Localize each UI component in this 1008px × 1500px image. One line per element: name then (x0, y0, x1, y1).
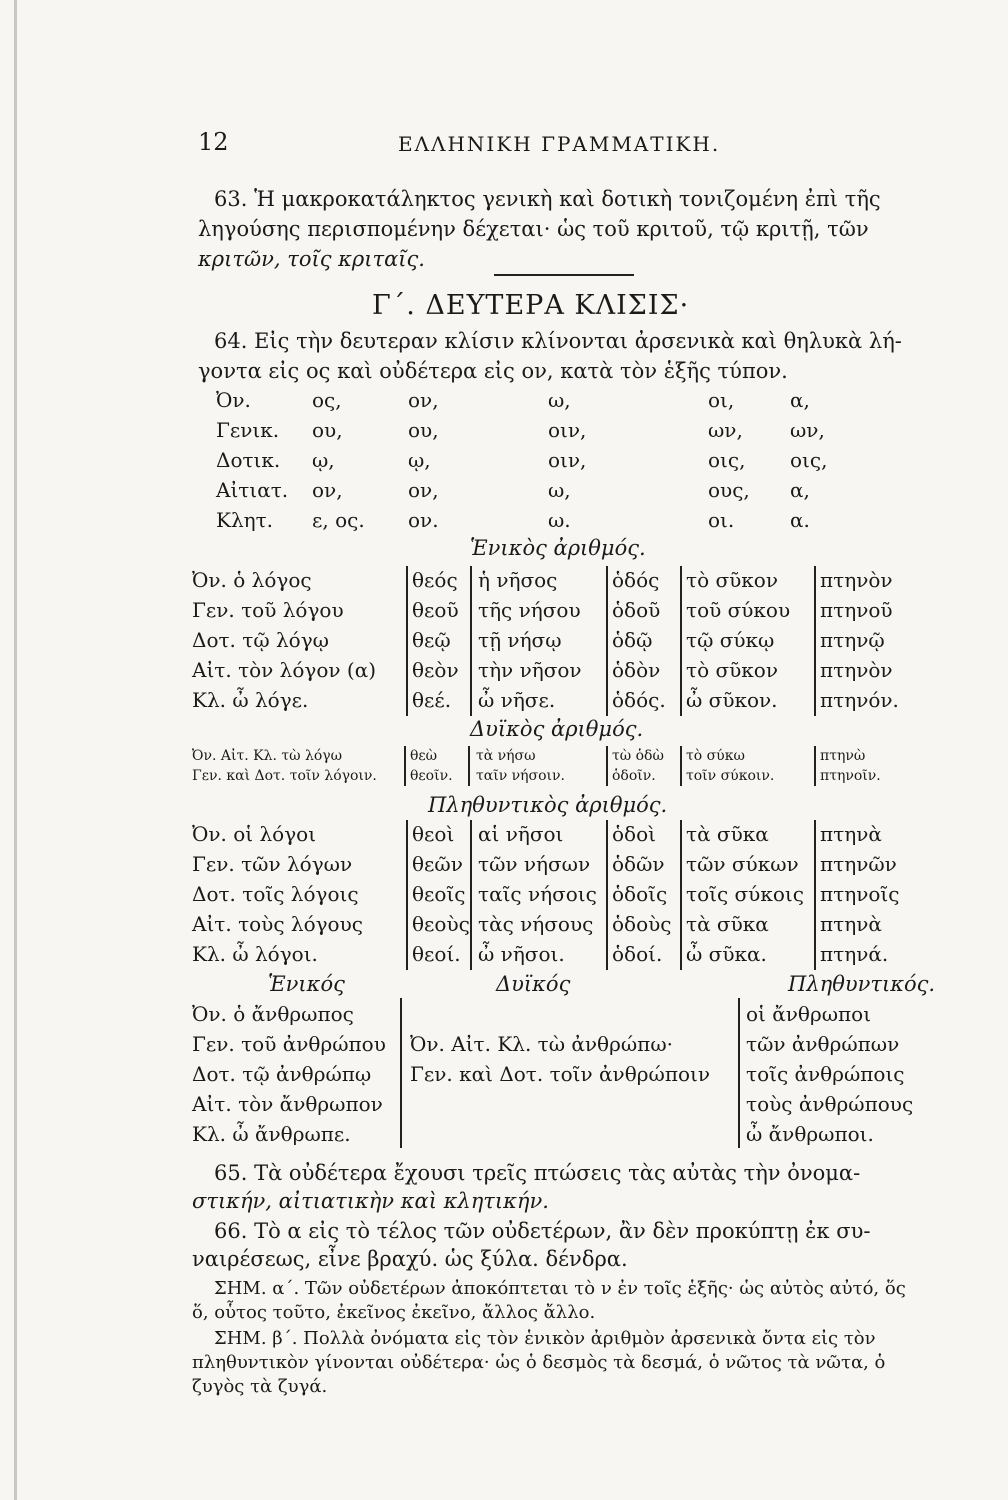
plural-form: τῶν ἀνθρώπων (746, 1032, 900, 1056)
ending-cell: οι. (708, 508, 735, 532)
declension-form: θεῷ (412, 628, 451, 652)
anthropos-heading-plural: Πληθυντικός. (788, 972, 936, 996)
ending-cell: α. (790, 508, 810, 532)
ending-cell: ω, (548, 388, 571, 412)
declension-form: θεῶν (412, 852, 463, 876)
ending-cell: α, (790, 478, 810, 502)
text-line: 66. Τὸ α εἰς τὸ τέλος τῶν οὐδετέρων, ἂν δὲν προκύπτῃ ἐκ συ- (214, 1219, 871, 1243)
case-form: Γεν. τῶν λόγων (192, 852, 353, 876)
declension-form: τὰς νήσους (478, 912, 594, 936)
ending-cell: ους, (708, 478, 750, 502)
case-form: Δοτ. τῷ ἀνθρώπῳ (192, 1062, 372, 1086)
ending-cell: οις, (708, 448, 746, 472)
column-rule (606, 746, 608, 786)
ending-cell: ω, (548, 478, 571, 502)
declension-form: θεός (412, 568, 458, 592)
anthropos-heading-dual: Δυϊκός (496, 972, 571, 996)
declension-form: πτηνόν. (820, 688, 899, 712)
case-label: Ὀν. (216, 388, 251, 412)
running-title: ΕΛΛΗΝΙΚΗ ΓΡΑΜΜΑΤΙΚΗ. (398, 132, 721, 156)
case-form: Ὀν. Αἰτ. Κλ. τὼ λόγω (192, 748, 343, 764)
binding-edge (14, 0, 17, 1500)
declension-form: τῷ σύκῳ (686, 628, 775, 652)
case-form: Αἰτ. τὸν ἄνθρωπον (192, 1092, 383, 1116)
ending-cell: ου, (408, 418, 439, 442)
ending-cell: οι, (708, 388, 735, 412)
declension-form: θεὸν (412, 658, 459, 682)
text-line: ΣΗΜ. α΄. Τῶν οὐδετέρων ἀποκόπτεται τὸ ν ἐν τοῖς ἑξῆς· ὡς αὐτὸς αὐτό, ὅς (214, 1278, 906, 1299)
column-rule (814, 746, 816, 786)
plural-form: τοῖς ἀνθρώποις (746, 1062, 905, 1086)
ending-cell: οις, (790, 448, 828, 472)
case-form: Γεν. τοῦ λόγου (192, 598, 344, 622)
declension-form: τὰ νήσω (476, 748, 536, 764)
declension-form: τοῖς σύκοις (686, 882, 804, 906)
column-rule (404, 746, 406, 786)
anthropos-heading-singular: Ἑνικός (268, 972, 345, 996)
text-line: γοντα εἰς ος καὶ οὐδέτερα εἰς ον, κατὰ τὸν ἑξῆς τύπον. (198, 359, 788, 383)
text-line: στικήν, αἰτιατικὴν καὶ κλητικήν. (192, 1189, 549, 1213)
ending-cell: οιν, (548, 448, 587, 472)
dual-form: Γεν. καὶ Δοτ. τοῖν ἀνθρώποιν (410, 1062, 710, 1086)
ending-cell: ον, (312, 478, 343, 502)
text-line: ὅ, οὗτος τοῦτο, ἐκεῖνος ἐκεῖνο, ἄλλος ἄλλο. (192, 1302, 596, 1323)
section-title: Γ΄. ΔΕΥΤΕΡΑ ΚΛΙΣΙΣ· (372, 290, 690, 321)
declension-form: ὁδῶν (612, 852, 665, 876)
declension-form: ἡ νῆσος (478, 568, 558, 592)
plural-form: ὦ ἄνθρωποι. (746, 1122, 874, 1146)
page-number: 12 (198, 128, 229, 156)
declension-form: πτηνὰ (820, 912, 882, 936)
declension-form: θεὼ (410, 748, 438, 764)
column-rule (400, 998, 402, 1148)
declension-form: θεοὶ (412, 822, 455, 846)
case-label: Κλητ. (216, 508, 274, 532)
declension-form: ὁδῷ (612, 628, 653, 652)
declension-form: ὁδοῦ (612, 598, 661, 622)
declension-form: τὸ σύκω (686, 748, 745, 764)
declension-form: ὁδός (612, 568, 660, 592)
declension-form: πτηνὸν (820, 658, 893, 682)
plural-form: οἱ ἄνθρωποι (746, 1002, 872, 1026)
declension-form: αἱ νῆσοι (478, 822, 564, 846)
declension-form: ὁδὸν (612, 658, 661, 682)
declension-form: τῇ νήσῳ (478, 628, 562, 652)
declension-form: θεοὺς (412, 912, 470, 936)
column-rule (470, 566, 472, 716)
declension-form: θεοῦ (412, 598, 459, 622)
declension-form: πτηνά. (820, 942, 889, 966)
declension-form: ὁδοῖς (612, 882, 668, 906)
case-form: Κλ. ὦ λόγε. (192, 688, 309, 712)
declension-form: πτηνὼ (820, 748, 866, 764)
declension-form: πτηνῶν (820, 852, 897, 876)
declension-form: τῆς νήσου (478, 598, 581, 622)
column-rule (680, 820, 682, 970)
ending-cell: ων, (708, 418, 743, 442)
plural-form: τοὺς ἀνθρώπους (746, 1092, 914, 1116)
declension-form: πτηνοῖν. (820, 768, 881, 784)
case-form: Ὀν. οἱ λόγοι (192, 822, 317, 846)
declension-form: πτηνοῦ (820, 598, 893, 622)
declension-form: ὦ σῦκα. (686, 942, 767, 966)
case-form: Δοτ. τῷ λόγῳ (192, 628, 329, 652)
case-label: Δοτικ. (216, 448, 281, 472)
declension-form: ὦ νῆσε. (478, 688, 556, 712)
text-line: ΣΗΜ. β΄. Πολλὰ ὀνόματα εἰς τὸν ἑνικὸν ἀριθμὸν ἀρσενικὰ ὄντα εἰς τὸν (214, 1328, 876, 1349)
case-form: Δοτ. τοῖς λόγοις (192, 882, 359, 906)
text-line: 63. Ἡ μακροκατάληκτος γενικὴ καὶ δοτικὴ τονιζομένη ἐπὶ τῆς (214, 187, 881, 211)
column-rule (680, 566, 682, 716)
case-form: Κλ. ὦ ἄνθρωπε. (192, 1122, 351, 1146)
declension-form: θεέ. (412, 688, 452, 712)
singular-heading: Ἑνικὸς ἀριθμός. (470, 536, 646, 560)
ending-cell: ον. (408, 508, 439, 532)
case-form: Κλ. ὦ λόγοι. (192, 942, 318, 966)
column-rule (606, 566, 608, 716)
column-rule (406, 820, 408, 970)
case-label: Γενικ. (216, 418, 280, 442)
ending-cell: ος, (312, 388, 342, 412)
ending-cell: ῳ, (408, 448, 431, 472)
declension-form: θεοῖς (412, 882, 466, 906)
column-rule (814, 820, 816, 970)
declension-form: τῶν σύκων (686, 852, 799, 876)
case-form: Γεν. καὶ Δοτ. τοῖν λόγοιν. (192, 768, 377, 784)
column-rule (738, 998, 740, 1148)
ending-cell: ω. (548, 508, 571, 532)
ending-cell: ῳ, (312, 448, 335, 472)
ending-cell: οιν, (548, 418, 587, 442)
ending-cell: α, (790, 388, 810, 412)
declension-form: τοῖν σύκοιν. (686, 768, 775, 784)
declension-form: ταῖν νήσοιν. (476, 768, 565, 784)
ending-cell: ου, (312, 418, 343, 442)
declension-form: πτηνοῖς (820, 882, 900, 906)
plural-heading: Πληθυντικὸς ἀριθμός. (428, 793, 668, 817)
text-line: 65. Τὰ οὐδέτερα ἔχουσι τρεῖς πτώσεις τὰς αὐτὰς τὴν ὀνομα- (214, 1161, 861, 1185)
column-rule (680, 746, 682, 786)
text-line: 64. Εἰς τὴν δευτεραν κλίσιν κλίνονται ἀρσενικὰ καὶ θηλυκὰ λή- (214, 329, 902, 353)
declension-form: θεοί. (412, 942, 461, 966)
dual-heading: Δυϊκὸς ἀριθμός. (470, 717, 644, 741)
declension-form: πτηνῷ (820, 628, 885, 652)
separator-rule (494, 274, 634, 276)
column-rule (814, 566, 816, 716)
case-label: Αἰτιατ. (216, 478, 289, 502)
text-line: πληθυντικὸν γίνονται οὐδέτερα· ὡς ὁ δεσμὸς τὰ δεσμά, ὁ νῶτος τὰ νῶτα, ὁ (192, 1352, 886, 1373)
declension-form: ὦ σῦκον. (686, 688, 778, 712)
declension-form: θεοῖν. (410, 768, 453, 784)
text-line: κριτῶν, τοῖς κριταῖς. (198, 247, 425, 271)
declension-form: τὸ σῦκον (686, 658, 778, 682)
declension-form: τοῦ σύκου (686, 598, 791, 622)
case-form: Γεν. τοῦ ἀνθρώπου (192, 1032, 386, 1056)
declension-form: ὁδοί. (612, 942, 663, 966)
declension-form: τὸ σῦκον (686, 568, 778, 592)
declension-form: τὰ σῦκα (686, 822, 769, 846)
case-form: Ὀν. ὁ ἄνθρωπος (192, 1002, 354, 1026)
column-rule (470, 820, 472, 970)
text-line: ζυγὸς τὰ ζυγά. (192, 1376, 328, 1397)
declension-form: τὰ σῦκα (686, 912, 769, 936)
column-rule (468, 746, 470, 786)
declension-form: ὁδός. (612, 688, 666, 712)
case-form: Ὀν. ὁ λόγος (192, 568, 312, 592)
declension-form: ὦ νῆσοι. (478, 942, 565, 966)
declension-form: ὁδοὶ (612, 822, 656, 846)
case-form: Αἰτ. τὸν λόγον (α) (192, 658, 377, 682)
ending-cell: ε, ος. (312, 508, 365, 532)
declension-form: τὼ ὁδὼ (612, 748, 664, 764)
declension-form: ταῖς νήσοις (478, 882, 597, 906)
column-rule (406, 566, 408, 716)
text-line: ναιρέσεως, εἶνε βραχύ. ὡς ξύλα. δένδρα. (192, 1247, 628, 1271)
declension-form: τὴν νῆσον (478, 658, 582, 682)
declension-form: ὁδοὺς (612, 912, 672, 936)
case-form: Αἰτ. τοὺς λόγους (192, 912, 363, 936)
declension-form: πτηνὸν (820, 568, 893, 592)
declension-form: ὁδοῖν. (612, 768, 656, 784)
ending-cell: ον, (408, 388, 439, 412)
declension-form: τῶν νήσων (478, 852, 591, 876)
column-rule (606, 820, 608, 970)
text-line: ληγούσης περισπομένην δέχεται· ὡς τοῦ κριτοῦ, τῷ κριτῇ, τῶν (198, 217, 869, 241)
ending-cell: ον, (408, 478, 439, 502)
dual-form: Ὀν. Αἰτ. Κλ. τὼ ἀνθρώπω· (410, 1032, 673, 1056)
ending-cell: ων, (790, 418, 825, 442)
declension-form: πτηνὰ (820, 822, 882, 846)
